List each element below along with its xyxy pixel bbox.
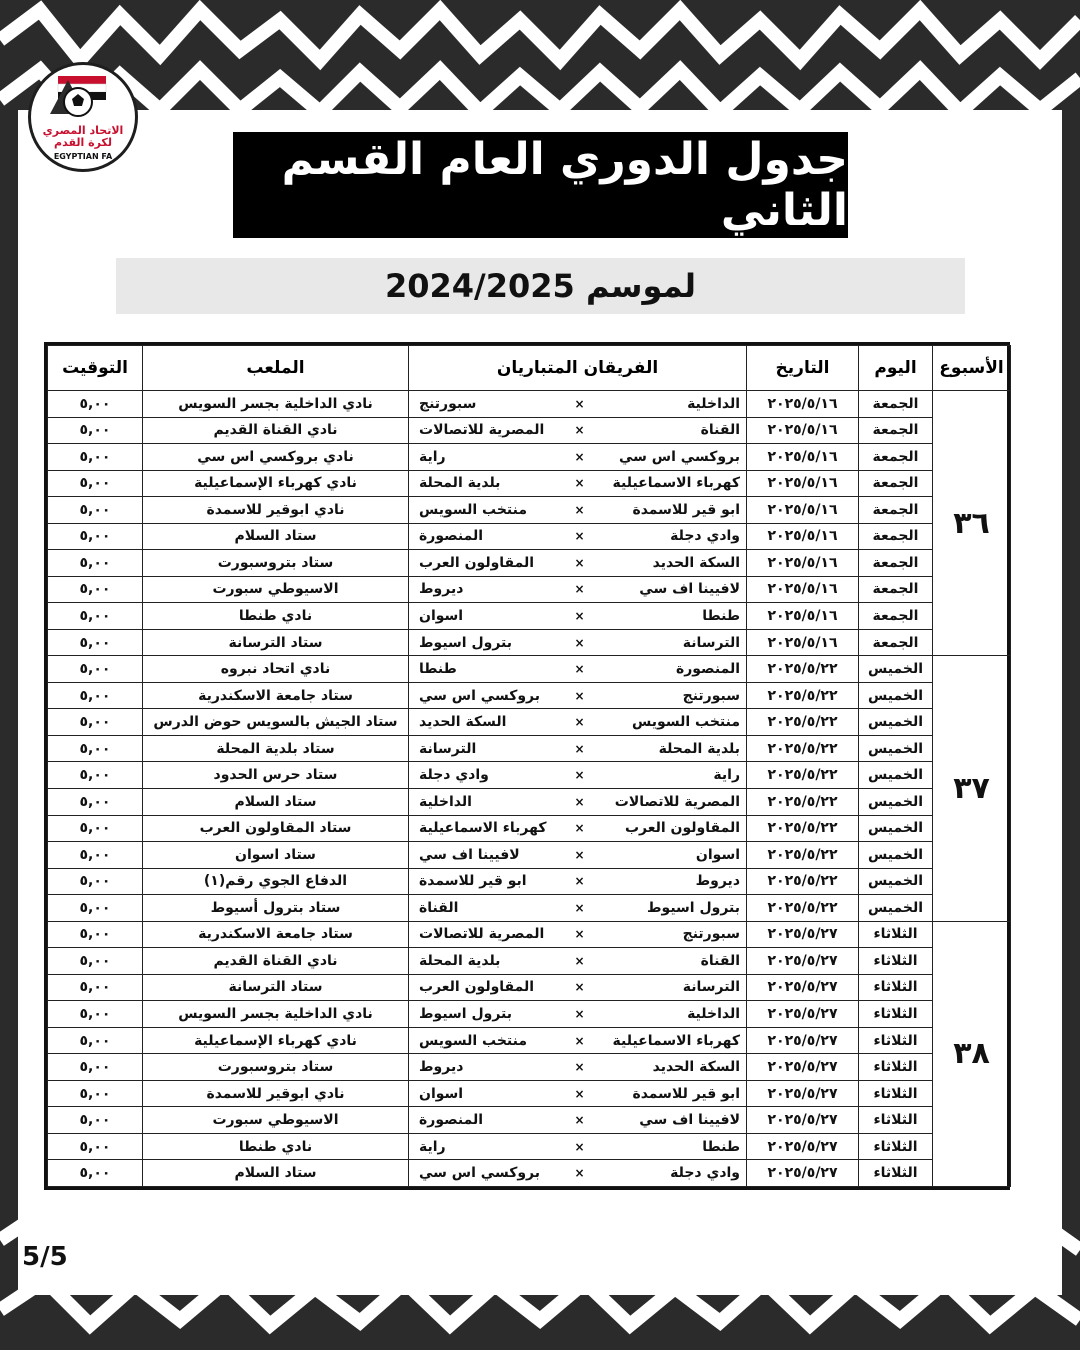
match-day: الخميس — [859, 682, 933, 709]
table-row — [48, 1027, 1011, 1054]
match-date: ٢٠٢٥/٥/٢٧ — [747, 1027, 859, 1054]
match-date: ٢٠٢٥/٥/١٦ — [747, 444, 859, 471]
home-team: كهرباء الاسماعيلية — [595, 470, 747, 497]
table-row — [48, 523, 1011, 550]
table-row — [48, 1133, 1011, 1160]
match-date: ٢٠٢٥/٥/٢٧ — [747, 1133, 859, 1160]
match-date: ٢٠٢٥/٥/٢٢ — [747, 842, 859, 869]
vs-symbol: × — [565, 629, 595, 656]
match-time: ٥,٠٠ — [48, 1107, 143, 1134]
match-time: ٥,٠٠ — [48, 682, 143, 709]
table-row — [48, 550, 1011, 577]
table-row — [48, 788, 1011, 815]
match-day: الثلاثاء — [859, 1160, 933, 1187]
match-date: ٢٠٢٥/٥/٢٧ — [747, 974, 859, 1001]
match-day: الجمعة — [859, 603, 933, 630]
match-day: الثلاثاء — [859, 1133, 933, 1160]
vs-symbol: × — [565, 444, 595, 471]
vs-symbol: × — [565, 948, 595, 975]
match-time: ٥,٠٠ — [48, 1054, 143, 1081]
match-stadium: ستاد السلام — [143, 788, 409, 815]
match-date: ٢٠٢٥/٥/١٦ — [747, 550, 859, 577]
match-date: ٢٠٢٥/٥/١٦ — [747, 497, 859, 524]
match-date: ٢٠٢٥/٥/٢٢ — [747, 895, 859, 922]
table-row — [48, 682, 1011, 709]
match-stadium: نادي كهرباء الإسماعيلية — [143, 470, 409, 497]
match-stadium: ستاد بتروسبورت — [143, 550, 409, 577]
home-team: القناة — [595, 417, 747, 444]
table-row — [48, 629, 1011, 656]
match-time: ٥,٠٠ — [48, 417, 143, 444]
match-day: الجمعة — [859, 470, 933, 497]
match-day: الخميس — [859, 895, 933, 922]
table-row — [48, 868, 1011, 895]
away-team: لافيينا اف سي — [409, 842, 565, 869]
match-date: ٢٠٢٥/٥/٢٢ — [747, 735, 859, 762]
match-time: ٥,٠٠ — [48, 788, 143, 815]
match-stadium: ستاد اسوان — [143, 842, 409, 869]
match-time: ٥,٠٠ — [48, 576, 143, 603]
away-team: وادي دجلة — [409, 762, 565, 789]
logo-latin-text: EGYPTIAN FA — [53, 152, 113, 161]
match-stadium: نادي القناة القديم — [143, 417, 409, 444]
home-team: القناة — [595, 948, 747, 975]
vs-symbol: × — [565, 788, 595, 815]
away-team: المصرية للاتصالات — [409, 921, 565, 948]
away-team: السكة الحديد — [409, 709, 565, 736]
vs-symbol: × — [565, 1027, 595, 1054]
home-team: كهرباء الاسماعيلية — [595, 1027, 747, 1054]
week-number: ٣٨ — [933, 921, 1011, 1186]
match-stadium: الاسيوطي سبورت — [143, 576, 409, 603]
match-stadium: ستاد بترول أسيوط — [143, 895, 409, 922]
away-team: بروكسي اس سي — [409, 682, 565, 709]
vs-symbol: × — [565, 735, 595, 762]
match-time: ٥,٠٠ — [48, 868, 143, 895]
match-time: ٥,٠٠ — [48, 1160, 143, 1187]
match-date: ٢٠٢٥/٥/٢٧ — [747, 1160, 859, 1187]
home-team: سبورتنج — [595, 921, 747, 948]
home-team: الترسانة — [595, 629, 747, 656]
vs-symbol: × — [565, 417, 595, 444]
match-time: ٥,٠٠ — [48, 497, 143, 524]
away-team: ديروط — [409, 1054, 565, 1081]
home-team: ابو قير للاسمدة — [595, 497, 747, 524]
table-row — [48, 576, 1011, 603]
away-team: كهرباء الاسماعيلية — [409, 815, 565, 842]
table-row — [48, 709, 1011, 736]
home-team: الترسانة — [595, 974, 747, 1001]
home-team: بروكسي اس سي — [595, 444, 747, 471]
away-team: ديروط — [409, 576, 565, 603]
match-time: ٥,٠٠ — [48, 762, 143, 789]
vs-symbol: × — [565, 1133, 595, 1160]
vs-symbol: × — [565, 576, 595, 603]
match-stadium: ستاد حرس الحدود — [143, 762, 409, 789]
match-stadium: نادي طنطا — [143, 603, 409, 630]
match-time: ٥,٠٠ — [48, 629, 143, 656]
match-stadium: ستاد بتروسبورت — [143, 1054, 409, 1081]
table-row — [48, 497, 1011, 524]
vs-symbol: × — [565, 1107, 595, 1134]
match-day: الثلاثاء — [859, 921, 933, 948]
table-row — [48, 417, 1011, 444]
table-row — [48, 391, 1011, 418]
match-time: ٥,٠٠ — [48, 709, 143, 736]
match-day: الثلاثاء — [859, 1054, 933, 1081]
match-day: الجمعة — [859, 444, 933, 471]
match-stadium: ستاد جامعة الاسكندرية — [143, 682, 409, 709]
match-date: ٢٠٢٥/٥/٢٢ — [747, 656, 859, 683]
match-time: ٥,٠٠ — [48, 550, 143, 577]
table-row — [48, 762, 1011, 789]
match-time: ٥,٠٠ — [48, 444, 143, 471]
table-row — [48, 842, 1011, 869]
match-day: الخميس — [859, 709, 933, 736]
match-time: ٥,٠٠ — [48, 921, 143, 948]
match-date: ٢٠٢٥/٥/٢٢ — [747, 682, 859, 709]
table-row — [48, 735, 1011, 762]
home-team: لافيينا اف سي — [595, 576, 747, 603]
home-team: بترول اسيوط — [595, 895, 747, 922]
match-day: الثلاثاء — [859, 1001, 933, 1028]
match-day: الثلاثاء — [859, 1027, 933, 1054]
header-week: الأسبوع — [933, 346, 1011, 391]
away-team: ابو قير للاسمدة — [409, 868, 565, 895]
vs-symbol: × — [565, 391, 595, 418]
home-team: وادي دجلة — [595, 1160, 747, 1187]
home-team: منتخب السويس — [595, 709, 747, 736]
away-team: بترول اسيوط — [409, 629, 565, 656]
match-stadium: نادي القناة القديم — [143, 948, 409, 975]
home-team: المنصورة — [595, 656, 747, 683]
match-stadium: نادي الداخلية بجسر السويس — [143, 1001, 409, 1028]
vs-symbol: × — [565, 842, 595, 869]
home-team: بلدية المحلة — [595, 735, 747, 762]
table-row — [48, 1080, 1011, 1107]
match-day: الجمعة — [859, 391, 933, 418]
match-date: ٢٠٢٥/٥/١٦ — [747, 523, 859, 550]
vs-symbol: × — [565, 682, 595, 709]
home-team: وادي دجلة — [595, 523, 747, 550]
match-stadium: نادي كهرباء الإسماعيلية — [143, 1027, 409, 1054]
match-time: ٥,٠٠ — [48, 523, 143, 550]
home-team: المقاولون العرب — [595, 815, 747, 842]
away-team: منتخب السويس — [409, 1027, 565, 1054]
table-header-row — [48, 346, 1011, 391]
match-date: ٢٠٢٥/٥/١٦ — [747, 391, 859, 418]
table-row — [48, 815, 1011, 842]
away-team: راية — [409, 444, 565, 471]
vs-symbol: × — [565, 709, 595, 736]
match-stadium: ستاد الترسانة — [143, 974, 409, 1001]
match-date: ٢٠٢٥/٥/١٦ — [747, 603, 859, 630]
match-day: الخميس — [859, 656, 933, 683]
week-number: ٣٧ — [933, 656, 1011, 921]
away-team: اسوان — [409, 603, 565, 630]
match-time: ٥,٠٠ — [48, 815, 143, 842]
match-date: ٢٠٢٥/٥/٢٢ — [747, 709, 859, 736]
match-day: الخميس — [859, 735, 933, 762]
table-row — [48, 948, 1011, 975]
match-time: ٥,٠٠ — [48, 735, 143, 762]
table-row — [48, 656, 1011, 683]
match-time: ٥,٠٠ — [48, 603, 143, 630]
away-team: اسوان — [409, 1080, 565, 1107]
match-stadium: ستاد الترسانة — [143, 629, 409, 656]
away-team: المصرية للاتصالات — [409, 417, 565, 444]
home-team: ابو قير للاسمدة — [595, 1080, 747, 1107]
match-date: ٢٠٢٥/٥/٢٢ — [747, 868, 859, 895]
away-team: الترسانة — [409, 735, 565, 762]
match-date: ٢٠٢٥/٥/١٦ — [747, 470, 859, 497]
vs-symbol: × — [565, 868, 595, 895]
header-stadium: الملعب — [143, 346, 409, 391]
schedule-table — [44, 342, 1010, 1190]
match-day: الخميس — [859, 815, 933, 842]
vs-symbol: × — [565, 974, 595, 1001]
match-stadium: ستاد المقاولون العرب — [143, 815, 409, 842]
home-team: لافيينا اف سي — [595, 1107, 747, 1134]
table-row — [48, 895, 1011, 922]
match-time: ٥,٠٠ — [48, 895, 143, 922]
match-time: ٥,٠٠ — [48, 391, 143, 418]
away-team: راية — [409, 1133, 565, 1160]
match-day: الثلاثاء — [859, 948, 933, 975]
logo-arabic-text: الاتحاد المصري لكرة القدم — [42, 124, 124, 149]
season-label: لموسم 2024/2025 — [116, 258, 965, 314]
match-stadium: نادي اتحاد نبروه — [143, 656, 409, 683]
match-day: الخميس — [859, 762, 933, 789]
header-date: التاريخ — [747, 346, 859, 391]
page-number: 5/5 — [22, 1242, 68, 1272]
match-date: ٢٠٢٥/٥/٢٧ — [747, 921, 859, 948]
away-team: المنصورة — [409, 1107, 565, 1134]
vs-symbol: × — [565, 656, 595, 683]
match-time: ٥,٠٠ — [48, 470, 143, 497]
home-team: الداخلية — [595, 1001, 747, 1028]
vs-symbol: × — [565, 550, 595, 577]
match-time: ٥,٠٠ — [48, 948, 143, 975]
table-row — [48, 974, 1011, 1001]
match-time: ٥,٠٠ — [48, 1027, 143, 1054]
away-team: بلدية المحلة — [409, 470, 565, 497]
match-date: ٢٠٢٥/٥/١٦ — [747, 576, 859, 603]
match-stadium: ستاد السلام — [143, 1160, 409, 1187]
match-stadium: نادي ابوقير للاسمدة — [143, 497, 409, 524]
header-teams: الفريقان المتباريان — [409, 346, 747, 391]
match-stadium: الاسيوطي سبورت — [143, 1107, 409, 1134]
vs-symbol: × — [565, 470, 595, 497]
table-row — [48, 1001, 1011, 1028]
match-day: الجمعة — [859, 550, 933, 577]
header-day: اليوم — [859, 346, 933, 391]
away-team: المنصورة — [409, 523, 565, 550]
vs-symbol: × — [565, 1001, 595, 1028]
match-day: الخميس — [859, 788, 933, 815]
match-date: ٢٠٢٥/٥/٢٧ — [747, 1107, 859, 1134]
vs-symbol: × — [565, 762, 595, 789]
home-team: اسوان — [595, 842, 747, 869]
match-time: ٥,٠٠ — [48, 1133, 143, 1160]
header-time: التوقيت — [48, 346, 143, 391]
match-stadium: نادي الداخلية بجسر السويس — [143, 391, 409, 418]
match-day: الجمعة — [859, 629, 933, 656]
home-team: راية — [595, 762, 747, 789]
vs-symbol: × — [565, 1080, 595, 1107]
match-time: ٥,٠٠ — [48, 656, 143, 683]
away-team: بلدية المحلة — [409, 948, 565, 975]
vs-symbol: × — [565, 603, 595, 630]
vs-symbol: × — [565, 921, 595, 948]
home-team: السكة الحديد — [595, 1054, 747, 1081]
table-row — [48, 1054, 1011, 1081]
home-team: المصرية للاتصالات — [595, 788, 747, 815]
away-team: القناة — [409, 895, 565, 922]
home-team: السكة الحديد — [595, 550, 747, 577]
vs-symbol: × — [565, 1054, 595, 1081]
match-date: ٢٠٢٥/٥/١٦ — [747, 417, 859, 444]
match-day: الثلاثاء — [859, 1107, 933, 1134]
home-team: ديروط — [595, 868, 747, 895]
match-stadium: الدفاع الجوي رقم(١) — [143, 868, 409, 895]
match-date: ٢٠٢٥/٥/٢٢ — [747, 815, 859, 842]
match-time: ٥,٠٠ — [48, 1080, 143, 1107]
table-row — [48, 1160, 1011, 1187]
vs-symbol: × — [565, 497, 595, 524]
match-time: ٥,٠٠ — [48, 842, 143, 869]
match-date: ٢٠٢٥/٥/٢٧ — [747, 1001, 859, 1028]
match-day: الجمعة — [859, 576, 933, 603]
vs-symbol: × — [565, 523, 595, 550]
table-row — [48, 921, 1011, 948]
away-team: منتخب السويس — [409, 497, 565, 524]
home-team: سبورتنج — [595, 682, 747, 709]
match-date: ٢٠٢٥/٥/٢٧ — [747, 948, 859, 975]
away-team: بترول اسيوط — [409, 1001, 565, 1028]
match-day: الخميس — [859, 842, 933, 869]
vs-symbol: × — [565, 815, 595, 842]
match-day: الجمعة — [859, 497, 933, 524]
match-date: ٢٠٢٥/٥/٢٢ — [747, 762, 859, 789]
away-team: طنطا — [409, 656, 565, 683]
match-date: ٢٠٢٥/٥/٢٧ — [747, 1080, 859, 1107]
away-team: الداخلية — [409, 788, 565, 815]
match-stadium: ستاد الجيش بالسويس حوض الدرس — [143, 709, 409, 736]
vs-symbol: × — [565, 895, 595, 922]
match-stadium: نادي بروكسي اس سي — [143, 444, 409, 471]
match-date: ٢٠٢٥/٥/٢٢ — [747, 788, 859, 815]
week-number: ٣٦ — [933, 391, 1011, 656]
match-time: ٥,٠٠ — [48, 974, 143, 1001]
vs-symbol: × — [565, 1160, 595, 1187]
match-stadium: نادي طنطا — [143, 1133, 409, 1160]
away-team: المقاولون العرب — [409, 974, 565, 1001]
egyptian-fa-logo — [28, 62, 138, 172]
match-day: الجمعة — [859, 417, 933, 444]
match-day: الجمعة — [859, 523, 933, 550]
table-row — [48, 603, 1011, 630]
schedule-body — [48, 391, 1011, 1187]
match-stadium: ستاد السلام — [143, 523, 409, 550]
match-date: ٢٠٢٥/٥/١٦ — [747, 629, 859, 656]
match-day: الخميس — [859, 868, 933, 895]
table-row — [48, 1107, 1011, 1134]
home-team: الداخلية — [595, 391, 747, 418]
away-team: سبورتنج — [409, 391, 565, 418]
match-time: ٥,٠٠ — [48, 1001, 143, 1028]
match-day: الثلاثاء — [859, 1080, 933, 1107]
table-row — [48, 470, 1011, 497]
match-date: ٢٠٢٥/٥/٢٧ — [747, 1054, 859, 1081]
home-team: طنطا — [595, 1133, 747, 1160]
away-team: المقاولون العرب — [409, 550, 565, 577]
away-team: بروكسي اس سي — [409, 1160, 565, 1187]
table-row — [48, 444, 1011, 471]
match-stadium: ستاد بلدية المحلة — [143, 735, 409, 762]
page-title: جدول الدوري العام القسم الثاني — [233, 132, 848, 238]
match-stadium: ستاد جامعة الاسكندرية — [143, 921, 409, 948]
home-team: طنطا — [595, 603, 747, 630]
match-day: الثلاثاء — [859, 974, 933, 1001]
match-stadium: نادي ابوقير للاسمدة — [143, 1080, 409, 1107]
